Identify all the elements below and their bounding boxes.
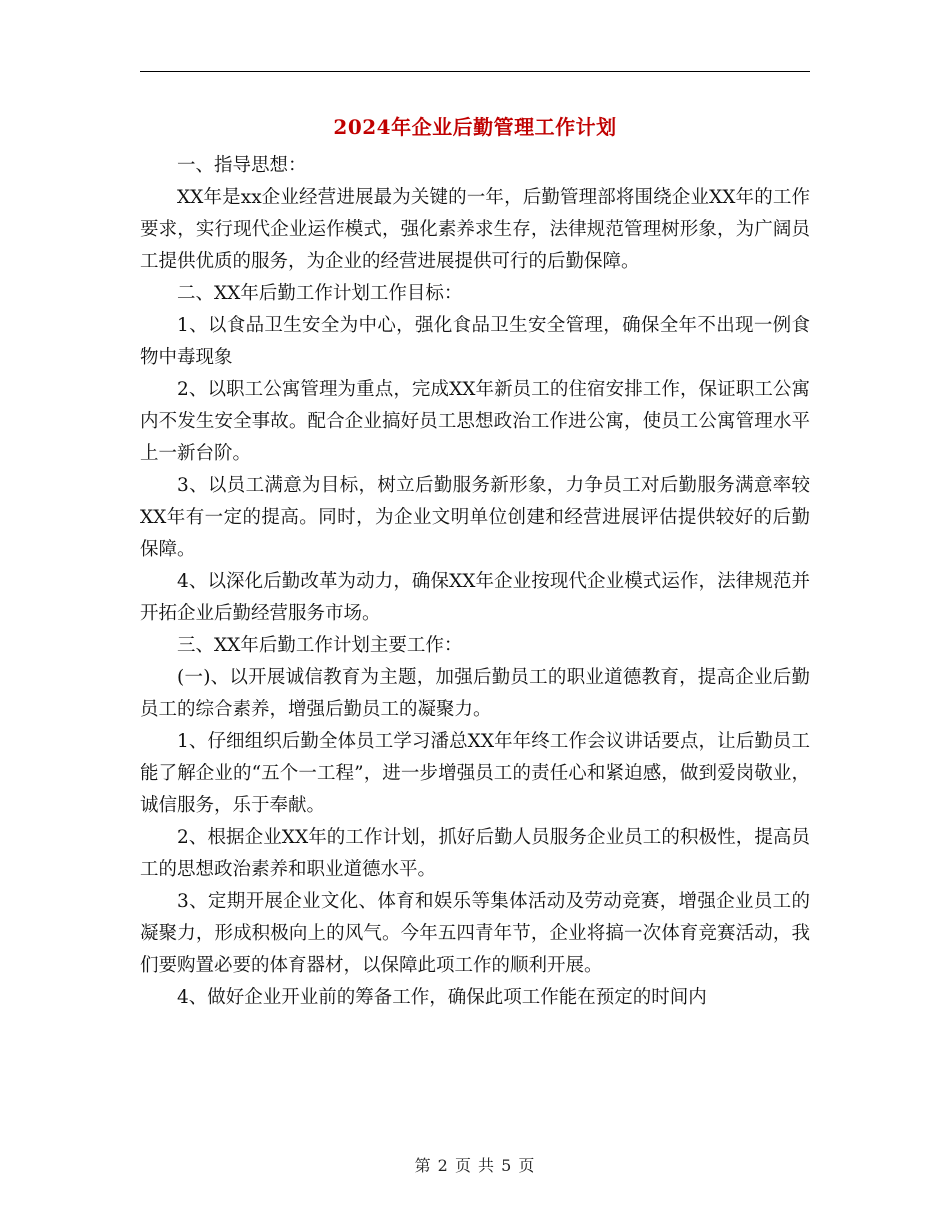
paragraph: 4、以深化后勤改革为动力，确保XX年企业按现代企业模式运作，法律规范并开拓企业后勤经营服务市场。 — [140, 571, 810, 624]
paragraph: 4、做好企业开业前的筹备工作，确保此项工作能在预定的时间内 — [177, 987, 707, 1008]
paragraph: 1、仔细组织后勤全体员工学习潘总XX年年终工作会议讲话要点，让后勤员工能了解企业的“五个一工程”，进一步增强员工的责任心和紧迫感，做到爱岗敬业，诚信服务，乐于奉献。 — [140, 731, 810, 816]
paragraph: 3、定期开展企业文化、体育和娱乐等集体活动及劳动竞赛，增强企业员工的凝聚力，形成积极向上的风气。今年五四青年节，企业将搞一次体育竞赛活动，我们要购置必要的体育器材，以保障此项工作的顺利开展。 — [140, 891, 810, 976]
document-body — [140, 150, 810, 1014]
paragraph: 一、指导思想： — [177, 155, 307, 176]
paragraph: (一)、以开展诚信教育为主题，加强后勤员工的职业道德教育，提高企业后勤员工的综合素养，增强后勤员工的凝聚力。 — [140, 667, 810, 720]
paragraph: 3、以员工满意为目标，树立后勤服务新形象，力争员工对后勤服务满意率较XX年有一定的提高。同时，为企业文明单位创建和经营进展评估提供较好的后勤保障。 — [140, 475, 810, 560]
document-title: 2024年企业后勤管理工作计划 — [333, 115, 617, 139]
page-number-footer: 第 2 页 共 5 页 — [414, 1156, 536, 1175]
paragraph: 2、以职工公寓管理为重点，完成XX年新员工的住宿安排工作，保证职工公寓内不发生安全事故。配合企业搞好员工思想政治工作进公寓，使员工公寓管理水平上一新台阶。 — [140, 379, 810, 464]
header-rule — [140, 71, 810, 72]
paragraph: XX年是xx企业经营进展最为关键的一年，后勤管理部将围绕企业XX年的工作要求，实行现代企业运作模式，强化素养求生存，法律规范管理树形象，为广阔员工提供优质的服务，为企业的经营进展提供可行的后勤保障。 — [140, 187, 810, 272]
paragraph: 二、XX年后勤工作计划工作目标： — [177, 283, 463, 304]
paragraph: 1、以食品卫生安全为中心，强化食品卫生安全管理，确保全年不出现一例食物中毒现象 — [140, 315, 810, 368]
paragraph: 三、XX年后勤工作计划主要工作： — [177, 635, 463, 656]
paragraph: 2、根据企业XX年的工作计划，抓好后勤人员服务企业员工的积极性，提高员工的思想政治素养和职业道德水平。 — [140, 827, 810, 880]
